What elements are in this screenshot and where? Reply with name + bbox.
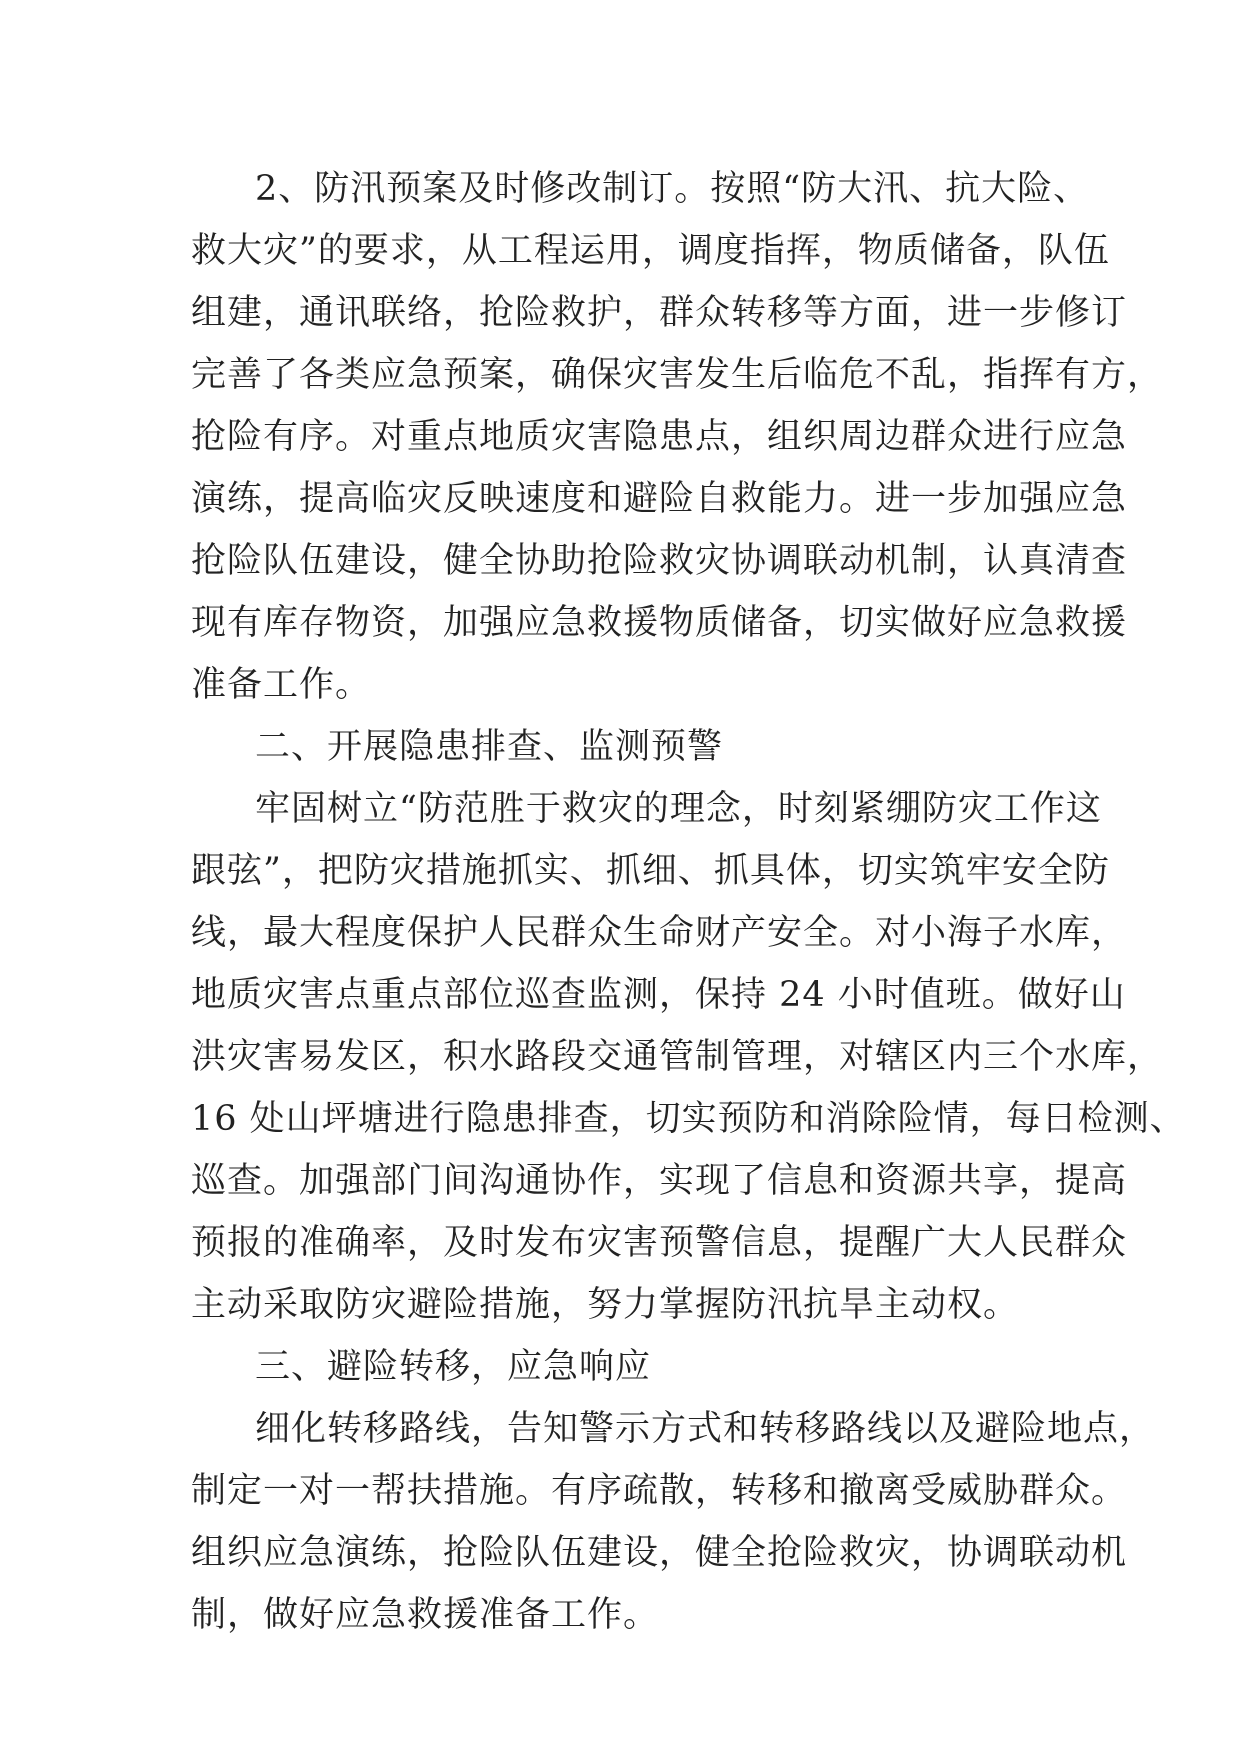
paragraph-line: 演练，提高临灾反映速度和避险自救能力。进一步加强应急 xyxy=(191,479,1128,519)
section-heading-evacuation: 三、避险转移，应急响应 xyxy=(255,1347,652,1387)
paragraph-line: 线，最大程度保护人民群众生命财产安全。对小海子水库， xyxy=(191,913,1128,953)
paragraph-line: 救大灾”的要求，从工程运用，调度指挥，物质储备，队伍 xyxy=(191,231,1110,271)
paragraph-line: 主动采取防灾避险措施，努力掌握防汛抗旱主动权。 xyxy=(191,1285,1020,1325)
paragraph-line: 组建，通讯联络，抢险救护，群众转移等方面，进一步修订 xyxy=(191,293,1128,333)
paragraph-line: 2、防汛预案及时修改制订。按照“防大汛、抗大险、 xyxy=(255,169,1090,209)
paragraph-line: 预报的准确率，及时发布灾害预警信息，提醒广大人民群众 xyxy=(191,1223,1128,1263)
paragraph-line: 跟弦”，把防灾措施抓实、抓细、抓具体，切实筑牢安全防 xyxy=(191,851,1110,891)
paragraph-line: 地质灾害点重点部位巡查监测，保持 24 小时值班。做好山 xyxy=(191,975,1126,1015)
paragraph-line: 抢险队伍建设，健全协助抢险救灾协调联动机制，认真清查 xyxy=(191,541,1128,581)
paragraph-evacuation xyxy=(191,1398,1156,1646)
paragraph-line: 完善了各类应急预案，确保灾害发生后临危不乱，指挥有方， xyxy=(191,355,1164,395)
paragraph-line: 准备工作。 xyxy=(191,665,372,705)
paragraph-flood-plan xyxy=(191,158,1164,716)
paragraph-line: 现有库存物资，加强应急救援物质储备，切实做好应急救援 xyxy=(191,603,1128,643)
paragraph-line: 16 处山坪塘进行隐患排查，切实预防和消除险情，每日检测、 xyxy=(191,1099,1186,1139)
paragraph-line: 抢险有序。对重点地质灾害隐患点，组织周边群众进行应急 xyxy=(191,417,1128,457)
paragraph-line: 制定一对一帮扶措施。有序疏散，转移和撤离受威胁群众。 xyxy=(191,1471,1128,1511)
paragraph-hazard-check xyxy=(191,778,1186,1336)
paragraph-line: 巡查。加强部门间沟通协作，实现了信息和资源共享，提高 xyxy=(191,1161,1128,1201)
paragraph-line: 牢固树立“防范胜于救灾的理念，时刻紧绷防灾工作这 xyxy=(255,789,1102,829)
paragraph-line: 制，做好应急救援准备工作。 xyxy=(191,1595,660,1635)
paragraph-line: 洪灾害易发区，积水路段交通管制管理，对辖区内三个水库， xyxy=(191,1037,1164,1077)
document-body xyxy=(191,158,1186,1646)
section-heading-hazard-check: 二、开展隐患排查、监测预警 xyxy=(255,727,724,767)
paragraph-line: 组织应急演练，抢险队伍建设，健全抢险救灾，协调联动机 xyxy=(191,1533,1128,1573)
paragraph-line: 细化转移路线，告知警示方式和转移路线以及避险地点， xyxy=(255,1409,1156,1449)
